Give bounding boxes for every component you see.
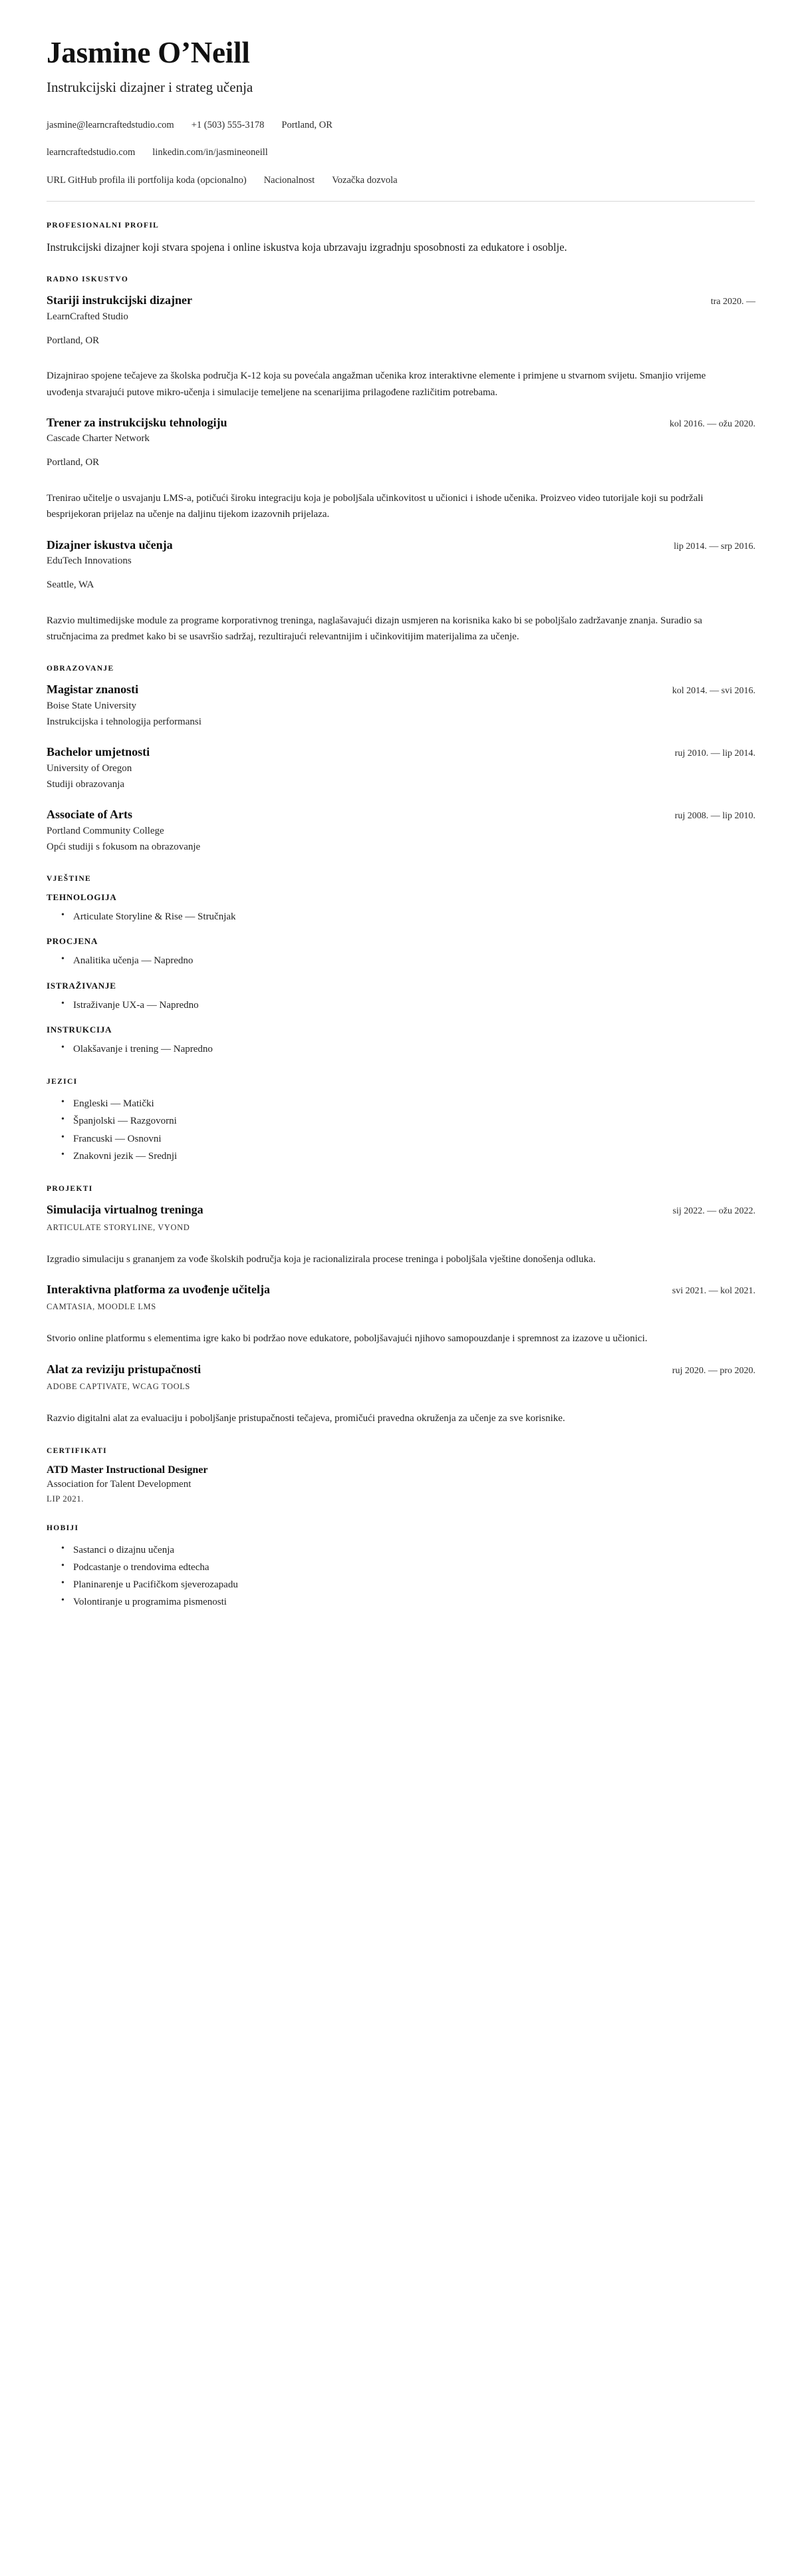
section-title-experience: RADNO ISKUSTVO bbox=[47, 275, 129, 284]
project-name: Alat za reviziju pristupačnosti bbox=[47, 1362, 201, 1376]
section-title-skills: VJEŠTINE bbox=[47, 875, 92, 884]
contact-row-2 bbox=[47, 146, 755, 159]
section-projects bbox=[47, 1185, 755, 1426]
experience-dates: lip 2014. — srp 2016. bbox=[674, 541, 755, 552]
profile-summary-text: Instrukcijski dizajner koji stvara spojena i online iskustva koja ubrzavaju izgradnju sposobnosti za edukatore i osoblje. bbox=[47, 240, 567, 253]
section-profile bbox=[47, 222, 755, 256]
resume-header bbox=[47, 37, 755, 202]
project-dates: svi 2021. — kol 2021. bbox=[672, 1285, 755, 1296]
education-entry-head bbox=[47, 682, 755, 697]
project-entry-head bbox=[47, 1282, 755, 1297]
experience-role: Dizajner iskustva učenja bbox=[47, 538, 173, 552]
experience-entry bbox=[47, 538, 755, 645]
project-entry bbox=[47, 1362, 755, 1427]
certificate-date: LIP 2021. bbox=[47, 1493, 84, 1504]
section-experience bbox=[47, 275, 755, 645]
skill-category: TEHNOLOGIJA bbox=[47, 892, 117, 903]
section-title-languages: JEZICI bbox=[47, 1078, 78, 1086]
section-certificates bbox=[47, 1447, 755, 1504]
section-title-profile: PROFESIONALNI PROFIL bbox=[47, 221, 160, 230]
candidate-headline: Instrukcijski dizajner i strateg učenja bbox=[47, 79, 253, 95]
education-entry bbox=[47, 682, 755, 730]
skill-category: ISTRAŽIVANJE bbox=[47, 980, 116, 991]
experience-entry-head bbox=[47, 538, 755, 553]
project-name: Interaktivna platforma za uvođenje učitelja bbox=[47, 1282, 270, 1296]
language-item: • Španjolski — Razgovorni bbox=[61, 1112, 755, 1130]
education-entry bbox=[47, 807, 755, 855]
education-degree: Magistar znanosti bbox=[47, 683, 139, 697]
project-tech: CAMTASIA, MOODLE LMS bbox=[47, 1302, 156, 1312]
candidate-name: Jasmine O’Neill bbox=[47, 36, 250, 69]
experience-entry-head bbox=[47, 293, 755, 308]
education-school: Boise State University bbox=[47, 700, 136, 711]
project-entry-head bbox=[47, 1202, 755, 1217]
project-entry-head bbox=[47, 1362, 755, 1377]
experience-entry bbox=[47, 293, 755, 401]
skill-list bbox=[47, 1041, 755, 1058]
experience-role: Trener za instrukcijsku tehnologiju bbox=[47, 415, 227, 429]
project-dates: sij 2022. — ožu 2022. bbox=[672, 1206, 755, 1217]
section-title-education: OBRAZOVANJE bbox=[47, 665, 114, 673]
education-degree: Associate of Arts bbox=[47, 808, 132, 822]
experience-location: Portland, OR bbox=[47, 335, 100, 346]
education-dates: ruj 2008. — lip 2010. bbox=[674, 811, 755, 822]
experience-entry bbox=[47, 415, 755, 523]
experience-description: Trenirao učitelje o usvajanju LMS-a, potičući široku integraciju koja je poboljšala učinkovitost u učionici i ishode učenika. Proizveo video tutorijale koji su podržali besprijekoran prijelaz na učenje na daljinu tijekom izazovnih prijelaza. bbox=[47, 492, 704, 520]
experience-location: Portland, OR bbox=[47, 457, 100, 468]
education-field: Opći studiji s fokusom na obrazovanje bbox=[47, 842, 201, 853]
contact-nationality: Nacionalnost bbox=[263, 174, 315, 186]
contact-phone[interactable]: +1 (503) 555-3178 bbox=[191, 119, 265, 130]
hobby-item: • Planinarenje u Pacifičkom sjeverozapadu bbox=[61, 1576, 755, 1593]
experience-description: Dizajnirao spojene tečajeve za školska područja K-12 koja su povećala angažman učenika kroz interaktivne elemente i primjene u stvarnom svijetu. Smanjio vrijeme uvođenja stvarajući putove mikro-učenja i simulacije temeljene na scenarijima prilagođene različitim potrebama. bbox=[47, 371, 706, 398]
section-title-projects: PROJEKTI bbox=[47, 1185, 93, 1194]
education-entry-head bbox=[47, 807, 755, 822]
skill-category: PROCJENA bbox=[47, 936, 98, 947]
experience-company: Cascade Charter Network bbox=[47, 433, 150, 444]
contact-drivers-license: Vozačka dozvola bbox=[332, 174, 398, 186]
skill-group bbox=[47, 892, 755, 925]
project-entry bbox=[47, 1202, 755, 1267]
skill-list bbox=[47, 908, 755, 925]
experience-company: EduTech Innovations bbox=[47, 556, 132, 567]
skill-list bbox=[47, 997, 755, 1014]
skill-group bbox=[47, 1025, 755, 1058]
experience-location: Seattle, WA bbox=[47, 579, 94, 590]
skill-item: • Olakšavanje i trening — Napredno bbox=[61, 1041, 755, 1058]
contact-location: Portland, OR bbox=[281, 119, 332, 130]
experience-company: LearnCrafted Studio bbox=[47, 311, 128, 322]
skill-list bbox=[47, 952, 755, 969]
experience-role: Stariji instrukcijski dizajner bbox=[47, 293, 192, 307]
section-skills bbox=[47, 875, 755, 1058]
project-dates: ruj 2020. — pro 2020. bbox=[672, 1365, 755, 1376]
experience-dates: kol 2016. — ožu 2020. bbox=[669, 418, 755, 429]
skill-item: • Articulate Storyline & Rise — Stručnjak bbox=[61, 908, 755, 925]
section-languages bbox=[47, 1078, 755, 1165]
education-school: Portland Community College bbox=[47, 825, 164, 836]
project-description: Izgradio simulaciju s grananjem za vođe školskih područja koja je racionalizirala procese treninga i poboljšala vještine donošenja odluka. bbox=[47, 1253, 596, 1265]
header-divider bbox=[47, 201, 755, 202]
education-degree: Bachelor umjetnosti bbox=[47, 745, 150, 759]
skill-group bbox=[47, 981, 755, 1014]
project-description: Razvio digitalni alat za evaluaciju i poboljšanje pristupačnosti tečajeva, promičući pravedna okruženja za učenje za sve korisnike. bbox=[47, 1413, 565, 1424]
experience-entry-head bbox=[47, 415, 755, 430]
skill-item: • Analitika učenja — Napredno bbox=[61, 952, 755, 969]
education-dates: kol 2014. — svi 2016. bbox=[672, 686, 755, 697]
skill-item: • Istraživanje UX-a — Napredno bbox=[61, 997, 755, 1014]
education-dates: ruj 2010. — lip 2014. bbox=[674, 748, 755, 759]
project-name: Simulacija virtualnog treninga bbox=[47, 1203, 203, 1217]
certificate-name: ATD Master Instructional Designer bbox=[47, 1464, 208, 1476]
hobby-item: • Podcastanje o trendovima edtecha bbox=[61, 1559, 755, 1576]
hobby-item: • Sastanci o dizajnu učenja bbox=[61, 1541, 755, 1559]
language-list bbox=[47, 1095, 755, 1165]
language-item: • Engleski — Matički bbox=[61, 1095, 755, 1112]
education-entry bbox=[47, 744, 755, 792]
project-tech: ARTICULATE STORYLINE, VYOND bbox=[47, 1222, 190, 1232]
contact-email[interactable]: jasmine@learncraftedstudio.com bbox=[47, 119, 174, 130]
education-entry-head bbox=[47, 744, 755, 760]
contact-website[interactable]: learncraftedstudio.com bbox=[47, 147, 136, 158]
education-field: Instrukcijska i tehnologija performansi bbox=[47, 717, 201, 728]
experience-description: Razvio multimedijske module za programe korporativnog treninga, naglašavajući dizajn usmjeren na korisnika kako bi se poboljšalo zadržavanje znanja. Suradio sa stručnjacima za predmet kako bi se usavršio sadržaj, rezultirajući relevantnijim i učinkovitijim materijalima za učenje. bbox=[47, 615, 702, 642]
contact-github-placeholder[interactable]: URL GitHub profila ili portfolija koda (opcionalno) bbox=[47, 174, 247, 186]
skill-group bbox=[47, 936, 755, 969]
project-entry bbox=[47, 1282, 755, 1347]
skill-category: INSTRUKCIJA bbox=[47, 1024, 112, 1035]
education-school: University of Oregon bbox=[47, 762, 132, 774]
certificate-entry bbox=[47, 1464, 755, 1504]
project-tech: ADOBE CAPTIVATE, WCAG TOOLS bbox=[47, 1382, 190, 1392]
experience-dates: tra 2020. — bbox=[710, 297, 755, 307]
language-item: • Znakovni jezik — Srednji bbox=[61, 1148, 755, 1165]
hobby-list bbox=[47, 1541, 755, 1611]
contact-row-3 bbox=[47, 174, 755, 187]
contact-row-1 bbox=[47, 118, 755, 132]
education-field: Studiji obrazovanja bbox=[47, 779, 125, 790]
contact-linkedin[interactable]: linkedin.com/in/jasmineoneill bbox=[152, 147, 268, 158]
certificate-issuer: Association for Talent Development bbox=[47, 1478, 192, 1490]
section-title-hobbies: HOBIJI bbox=[47, 1524, 79, 1532]
section-hobbies bbox=[47, 1524, 755, 1611]
project-description: Stvorio online platformu s elementima igre kako bi podržao nove edukatore, poboljšavajući njihovo samopouzdanje i spremnost za izazove u učionici. bbox=[47, 1333, 648, 1345]
section-title-certificates: CERTIFIKATI bbox=[47, 1446, 107, 1455]
hobby-item: • Volontiranje u programima pismenosti bbox=[61, 1593, 755, 1611]
section-education bbox=[47, 665, 755, 855]
language-item: • Francuski — Osnovni bbox=[61, 1130, 755, 1148]
